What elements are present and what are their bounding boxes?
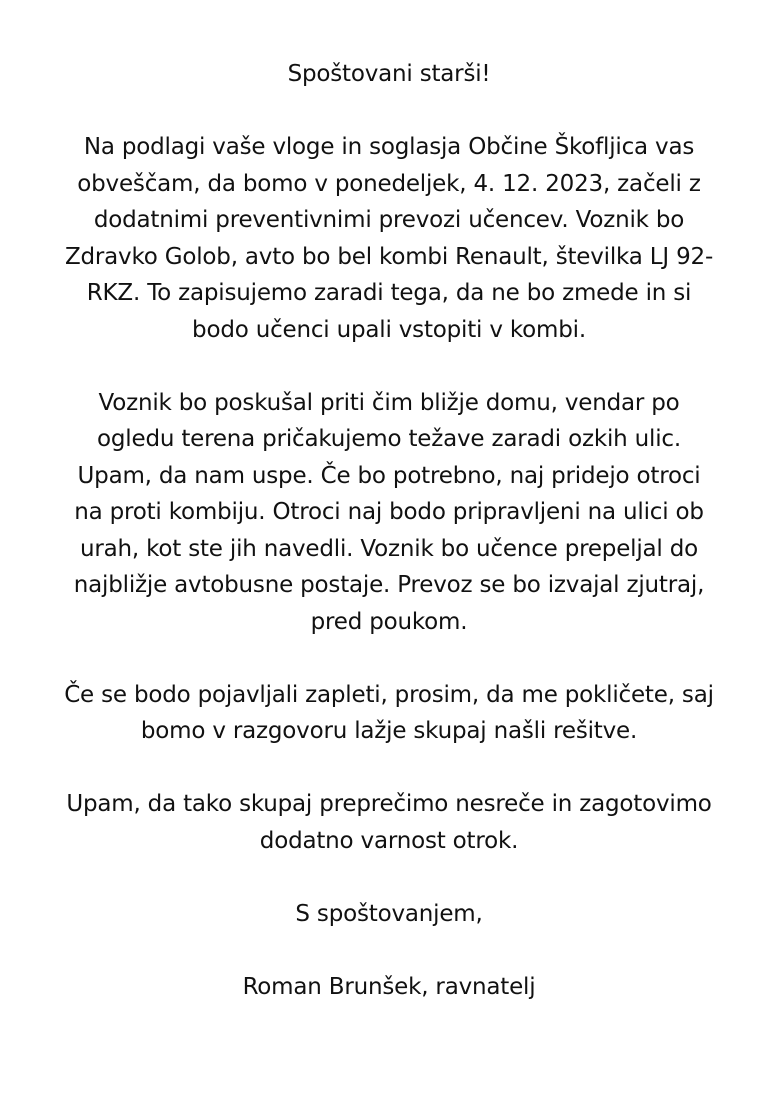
paragraph-4-line: Upam, da tako skupaj preprečimo nesreče in zagotovimo <box>66 791 712 817</box>
greeting-line: Spoštovani starši! <box>287 61 491 87</box>
letter <box>28 56 750 1005</box>
paragraph-2-line: najbližje avtobusne postaje. Prevoz se bo izvajal zjutraj, <box>73 572 705 598</box>
paragraph-1-line: dodatnimi preventivnimi prevozi učencev. Voznik bo <box>93 207 685 233</box>
paragraph-1-line: obveščam, da bomo v ponedeljek, 4. 12. 2023, začeli z <box>77 170 701 197</box>
paragraph-2-line: na proti kombiju. Otroci naj bodo pripravljeni na ulici ob <box>74 499 704 525</box>
paragraph-1-line: Na podlagi vaše vloge in soglasja Občine Škofljica vas <box>83 134 695 160</box>
paragraph-3-line: Če se bodo pojavljali zapleti, prosim, da me pokličete, saj <box>64 681 714 708</box>
paragraph-1-line: bodo učenci upali vstopiti v kombi. <box>192 316 586 343</box>
paragraph-2-line: Upam, da nam uspe. Če bo potrebno, naj pridejo otroci <box>77 462 701 489</box>
paragraph-1 <box>28 129 750 348</box>
paragraph-2-line: pred poukom. <box>310 608 468 635</box>
greeting <box>28 56 750 93</box>
closing <box>28 896 750 933</box>
paragraph-3 <box>28 677 750 750</box>
paragraph-1-line: RKZ. To zapisujemo zaradi tega, da ne bo zmede in si <box>86 280 692 306</box>
paragraph-2-line: ogledu terena pričakujemo težave zaradi ozkih ulic. <box>97 426 681 452</box>
paragraph-4 <box>28 786 750 859</box>
paragraph-3-line: bomo v razgovoru lažje skupaj našli rešitve. <box>140 718 638 744</box>
paragraph-1-line: Zdravko Golob, avto bo bel kombi Renault, številka LJ 92- <box>64 243 714 270</box>
paragraph-4-line: dodatno varnost otrok. <box>259 827 519 854</box>
signature <box>28 969 750 1006</box>
signature-line: Roman Brunšek, ravnatelj <box>242 973 536 1000</box>
paragraph-2-line: Voznik bo poskušal priti čim bližje domu, vendar po <box>98 389 680 416</box>
closing-line: S spoštovanjem, <box>295 900 483 927</box>
paragraph-2 <box>28 385 750 641</box>
paragraph-2-line: urah, kot ste jih navedli. Voznik bo učence prepeljal do <box>79 535 699 562</box>
